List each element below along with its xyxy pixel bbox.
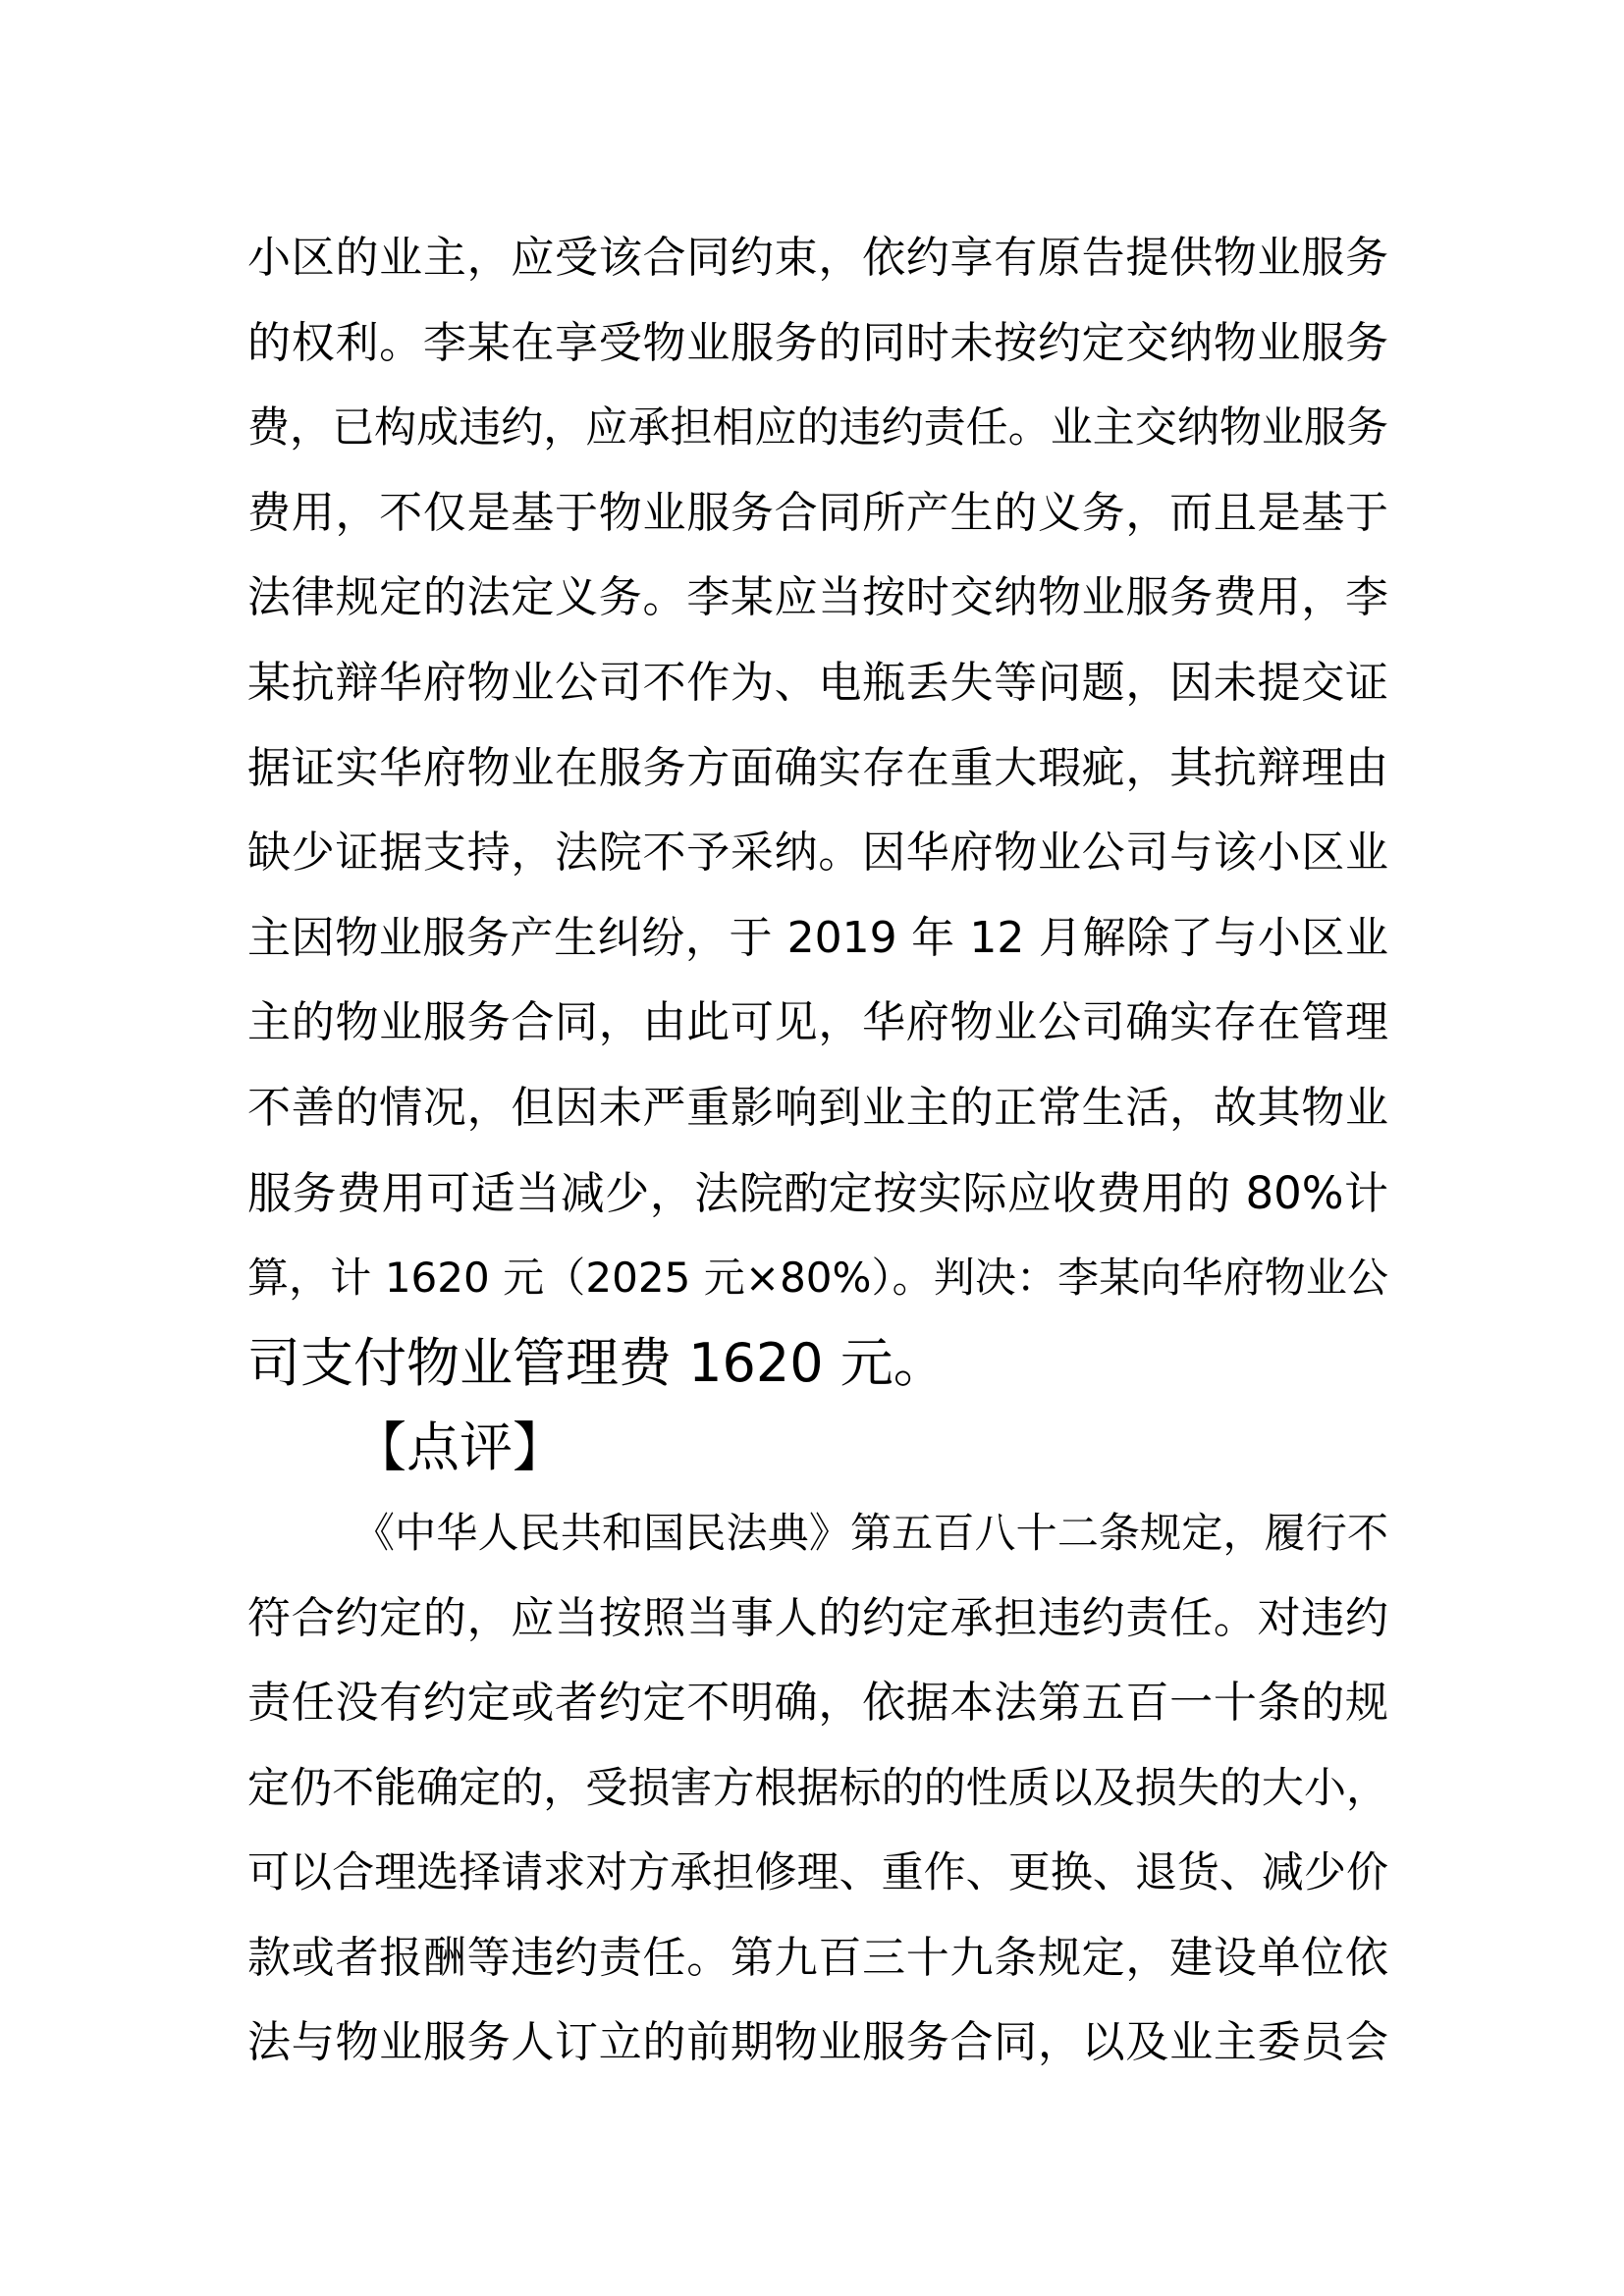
text-line: 《中华人民共和国民法典》第五百八十二条规定，履行不 [353,1508,1388,1557]
text-line: 符合约定的，应当按照当事人的约定承担违约责任。对违约 [247,1592,1388,1643]
text-line: 缺少证据支持，法院不予采纳。因华府物业公司与该小区业 [247,828,1388,879]
text-line: 某抗辩华府物业公司不作为、电瓶丢失等问题，因未提交证 [247,657,1388,708]
paragraph-commentary [247,1491,1388,2086]
text-line: 主因物业服务产生纠纷，于 2019 年 12 月解除了与小区业 [247,912,1388,963]
text-line: 费，已构成违约，应承担相应的违约责任。业主交纳物业服务 [247,403,1388,454]
text-line: 不善的情况，但因未严重影响到业主的正常生活，故其物业 [247,1082,1388,1133]
text-line: 法律规定的法定义务。李某应当按时交纳物业服务费用，李 [247,572,1388,623]
text-line: 据证实华府物业在服务方面确实存在重大瑕疵，其抗辩理由 [247,742,1388,793]
text-line: 算，计 1620 元（2025 元×80%）。判决：李某向华府物业公 [247,1254,1388,1303]
text-line: 费用，不仅是基于物业服务合同所产生的义务，而且是基于 [247,487,1388,538]
text-line: 可以合理选择请求对方承担修理、重作、更换、退货、减少价 [247,1848,1388,1898]
document-page [247,216,1388,2086]
text-line: 主的物业服务合同，由此可见，华府物业公司确实存在管理 [247,997,1388,1048]
text-line: 司支付物业管理费 1620 元。 [247,1331,947,1394]
text-line: 法与物业服务人订立的前期物业服务合同，以及业主委员会 [247,2017,1388,2068]
text-line: 责任没有约定或者约定不明确，依据本法第五百一十条的规 [247,1678,1388,1729]
paragraph-case-ruling [247,216,1388,1406]
text-line: 定仍不能确定的，受损害方根据标的的性质以及损失的大小， [247,1763,1388,1813]
section-heading-commentary: 【点评】 [353,1416,566,1479]
text-line: 的权利。李某在享受物业服务的同时未按约定交纳物业服务 [247,317,1388,368]
text-line: 服务费用可适当减少，法院酌定按实际应收费用的 80%计 [247,1166,1388,1219]
text-line: 小区的业主，应受该合同约束，依约享有原告提供物业服务 [247,233,1388,283]
text-line: 款或者报酬等违约责任。第九百三十九条规定，建设单位依 [247,1932,1388,1983]
